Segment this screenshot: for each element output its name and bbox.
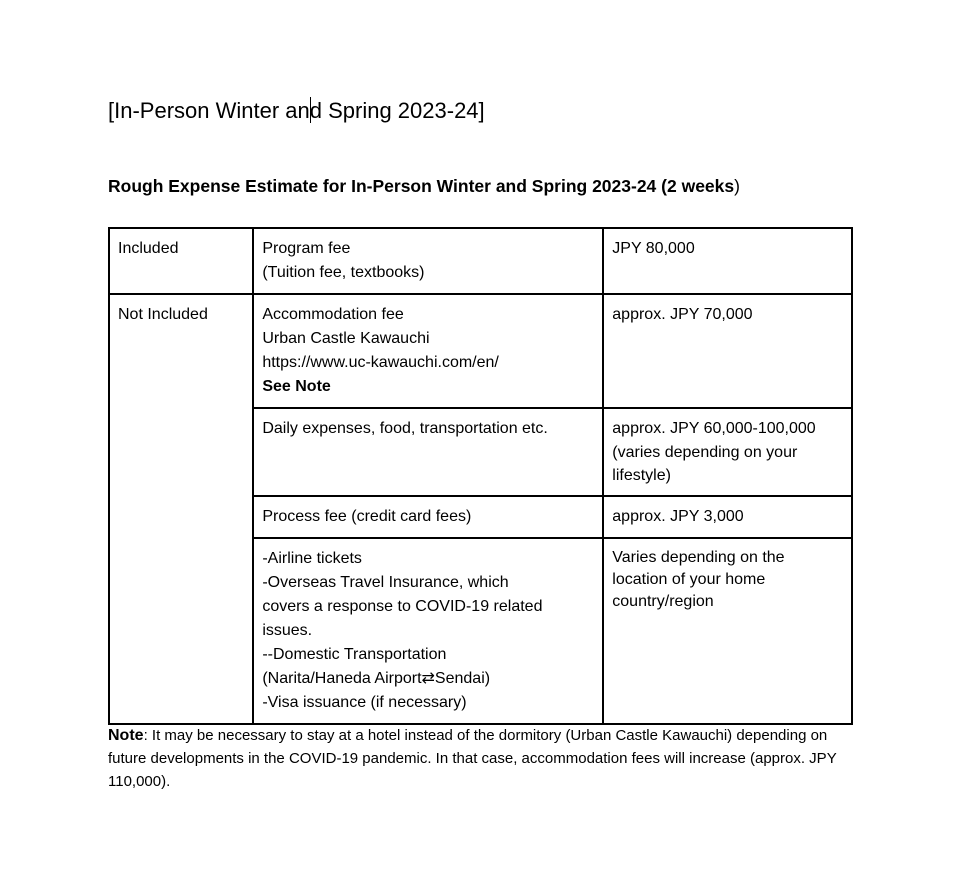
- item-cell-accommodation: [253, 294, 603, 408]
- category-cell-included: [109, 228, 253, 294]
- item-line: covers a response to COVID-19 related: [262, 598, 543, 615]
- item-line: -Visa issuance (if necessary): [262, 694, 467, 711]
- note-label: Note: [108, 727, 144, 744]
- item-cell-program-fee: [253, 228, 603, 294]
- cost-value: approx. JPY 70,000: [612, 306, 753, 323]
- cost-line: (varies depending on your: [612, 444, 798, 461]
- item-line: --Domestic Transportation: [262, 646, 447, 663]
- title-text-part1: [In-Person Winter an: [108, 98, 310, 123]
- cost-value: JPY 80,000: [612, 240, 695, 257]
- item-line: (Narita/Haneda Airport⇄Sendai): [262, 670, 491, 687]
- note-text: : It may be necessary to stay at a hotel instead of the dormitory (Urban Castle Kawauchi) depending on future developments in the COVID-19 pandemic. In that case, accommodation fees will increase (approx. JPY 110,000).: [108, 727, 837, 790]
- title-text-part2: d Spring 2023-24]: [309, 98, 485, 123]
- cost-line: location of your home: [612, 571, 766, 588]
- item-line: Urban Castle Kawauchi: [262, 330, 430, 347]
- see-note-label: See Note: [262, 378, 331, 395]
- item-line: Program fee: [262, 240, 351, 257]
- item-line: (Tuition fee, textbooks): [262, 264, 425, 281]
- cost-line: lifestyle): [612, 467, 671, 484]
- cost-cell-process-fee: [603, 496, 852, 538]
- item-line: Accommodation fee: [262, 306, 404, 323]
- accommodation-url: https://www.uc-kawauchi.com/en/: [262, 354, 499, 371]
- table-row-included: [109, 228, 852, 294]
- item-line: Daily expenses, food, transportation etc.: [262, 420, 548, 437]
- item-line: -Overseas Travel Insurance, which: [262, 574, 509, 591]
- item-cell-process-fee: [253, 496, 603, 538]
- item-line: Process fee (credit card fees): [262, 508, 472, 525]
- cost-line: Varies depending on the: [612, 549, 785, 566]
- accommodation-note: [108, 724, 858, 793]
- item-line: issues.: [262, 622, 313, 639]
- item-cell-travel: [253, 538, 603, 724]
- category-label: Not Included: [118, 306, 208, 323]
- cost-value: approx. JPY 3,000: [612, 508, 744, 525]
- cost-line: approx. JPY 60,000-100,000: [612, 420, 816, 437]
- cost-cell-accommodation: [603, 294, 852, 408]
- cost-cell-daily-expenses: [603, 408, 852, 496]
- subtitle-tail-text: ): [734, 176, 740, 196]
- document-title: [108, 97, 485, 124]
- cost-cell-travel: [603, 538, 852, 724]
- subtitle-bold-text: Rough Expense Estimate for In-Person Winter and Spring 2023-24 (2 weeks: [108, 176, 735, 196]
- expense-table: [108, 227, 853, 725]
- category-label: Included: [118, 240, 179, 257]
- category-cell-not-included: [109, 294, 253, 724]
- cost-line: country/region: [612, 593, 714, 610]
- expense-estimate-heading: [108, 176, 740, 197]
- cost-cell-program-fee: [603, 228, 852, 294]
- item-cell-daily-expenses: [253, 408, 603, 496]
- table-row-accommodation: [109, 294, 852, 408]
- item-line: -Airline tickets: [262, 550, 362, 567]
